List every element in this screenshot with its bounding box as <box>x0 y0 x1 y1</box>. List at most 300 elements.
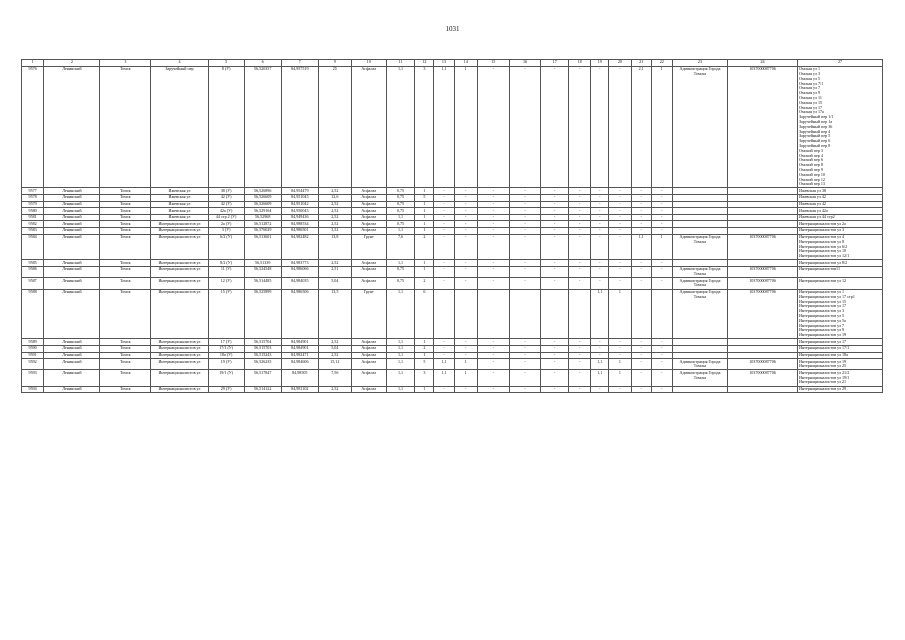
table-cell: Ленинский <box>44 370 100 386</box>
table-row <box>22 195 883 202</box>
table-cell: - <box>591 260 609 267</box>
served-object: Ижевская ул 42 <box>799 194 826 200</box>
table-cell: - <box>454 260 477 267</box>
table-cell: - <box>477 227 509 234</box>
table-cell: 9588 <box>22 289 44 339</box>
table-row <box>22 234 883 260</box>
table-row <box>22 188 883 195</box>
table-cell: - <box>477 214 509 221</box>
table-cell: 1 <box>415 260 434 267</box>
table-row <box>22 227 883 234</box>
served-objects-list <box>798 201 883 208</box>
table-cell: - <box>434 386 454 393</box>
served-object: Омский пер 8 <box>799 162 823 168</box>
table-cell: Ленинский <box>44 214 100 221</box>
table-cell: 84,984606 <box>281 359 318 370</box>
table-cell: - <box>591 201 609 208</box>
table-cell: Ленинский <box>44 221 100 228</box>
table-cell: 0,75 <box>386 195 415 202</box>
table-cell: Асфальт <box>351 339 386 346</box>
table-cell: 0,75 <box>386 201 415 208</box>
table-cell: 0,75 <box>386 188 415 195</box>
table-cell: 1,1 <box>386 386 415 393</box>
table-cell: 8/2 (У) <box>208 260 244 267</box>
table-cell: Ленинский <box>44 66 100 188</box>
served-object: Омская ул 1 <box>799 66 820 72</box>
column-header: 24 <box>728 60 798 67</box>
column-header: 12 <box>415 60 434 67</box>
table-cell: - <box>591 214 609 221</box>
table-cell <box>728 339 798 346</box>
table-cell: 84,988534 <box>281 221 318 228</box>
served-object: Интернационалистов ул 3 <box>799 308 845 314</box>
table-cell: - <box>509 345 541 352</box>
table-cell: - <box>454 339 477 346</box>
table-cell: - <box>591 234 609 260</box>
table-cell: Интернационалистов ул <box>151 345 208 352</box>
table-cell: - <box>591 227 609 234</box>
table-cell: Асфальт <box>351 227 386 234</box>
table-cell: 1 <box>651 66 672 188</box>
served-objects-list <box>798 188 883 195</box>
table-cell: - <box>631 208 651 215</box>
table-cell: Заручейный пер <box>151 66 208 188</box>
table-cell: Томск <box>100 352 151 359</box>
served-object: Омская ул 15 <box>799 99 823 105</box>
served-objects-list <box>798 359 883 370</box>
table-cell: - <box>477 359 509 370</box>
table-cell: 13,8 <box>318 234 351 260</box>
table-cell: Администрация Города Томска <box>672 359 727 370</box>
table-row <box>22 352 883 359</box>
table-cell: - <box>651 260 672 267</box>
table-cell: Ленинский <box>44 227 100 234</box>
table-cell: - <box>509 214 541 221</box>
served-object: Интернационалистов ул 5а <box>799 317 846 323</box>
table-cell: 1 <box>415 201 434 208</box>
table-cell: Интернационалистов ул <box>151 339 208 346</box>
table-cell: 56,524548 <box>244 266 281 277</box>
table-row <box>22 66 883 188</box>
table-cell: 1 <box>415 266 434 277</box>
table-cell: Интернационалистов ул <box>151 359 208 370</box>
table-cell: - <box>591 66 609 188</box>
table-cell: 9592 <box>22 359 44 370</box>
table-cell: 56,525899 <box>244 289 281 339</box>
column-header: 22 <box>651 60 672 67</box>
table-cell <box>728 214 798 221</box>
table-cell: Ленинский <box>44 260 100 267</box>
table-cell: 1 <box>415 386 434 393</box>
table-cell: 44 стр 2 (У) <box>208 214 244 221</box>
table-cell: - <box>434 221 454 228</box>
column-header: 1 <box>22 60 44 67</box>
table-cell: 9583 <box>22 227 44 234</box>
served-object: Интернационалистов ул 15 <box>799 298 847 304</box>
table-cell: - <box>609 234 631 260</box>
table-cell: 1,1 <box>386 359 415 370</box>
table-cell: - <box>631 278 651 289</box>
served-object: Омская ул 5 <box>799 75 820 81</box>
table-cell: - <box>509 221 541 228</box>
table-cell: 1 <box>609 370 631 386</box>
served-object: Интернационалистов ул 17/1 <box>799 345 850 351</box>
table-cell: - <box>609 260 631 267</box>
table-cell: - <box>541 386 569 393</box>
register-table <box>21 59 883 393</box>
table-cell: 56,514485 <box>244 278 281 289</box>
table-cell: 9585 <box>22 260 44 267</box>
table-cell: 2,52 <box>318 201 351 208</box>
table-cell: 56,526896 <box>244 188 281 195</box>
served-objects-list <box>798 260 883 267</box>
table-cell: - <box>651 339 672 346</box>
table-cell <box>672 345 727 352</box>
served-objects-list <box>798 266 883 277</box>
table-cell: - <box>434 201 454 208</box>
column-header: 20 <box>609 60 631 67</box>
table-row <box>22 208 883 215</box>
served-objects-list <box>798 339 883 346</box>
table-cell: Ижевская ул <box>151 201 208 208</box>
table-cell: 9584 <box>22 234 44 260</box>
column-header: 2 <box>44 60 100 67</box>
table-cell: 2,52 <box>318 214 351 221</box>
table-cell: - <box>434 339 454 346</box>
served-object: Интернационалистов ул 19 <box>799 332 847 338</box>
table-cell: 1037000087706 <box>728 278 798 289</box>
table-cell <box>434 289 454 339</box>
table-row <box>22 260 883 267</box>
column-header: 9 <box>318 60 351 67</box>
table-cell: Интернационалистов ул <box>151 221 208 228</box>
table-cell: 18а (У) <box>208 352 244 359</box>
table-cell: 9594 <box>22 386 44 393</box>
served-object: Интернационалистов ул 29 <box>799 386 847 392</box>
table-cell: 1 <box>454 66 477 188</box>
table-cell: 9579 <box>22 201 44 208</box>
table-cell: - <box>569 339 591 346</box>
table-cell <box>454 289 477 339</box>
table-cell <box>728 260 798 267</box>
served-object: Заручейный пер 36 <box>799 123 833 129</box>
table-cell <box>672 214 727 221</box>
table-cell: - <box>434 208 454 215</box>
table-cell: 9590 <box>22 345 44 352</box>
table-cell: - <box>477 266 509 277</box>
column-header: 5 <box>208 60 244 67</box>
column-header: 19 <box>591 60 609 67</box>
served-object: Интернационалистов ул 10 <box>799 248 847 254</box>
table-cell: 12 (У) <box>208 278 244 289</box>
table-cell: - <box>454 227 477 234</box>
served-object: Интернационалистов ул 2а <box>799 220 846 226</box>
table-cell: - <box>651 386 672 393</box>
table-cell: 6/2 (У) <box>208 234 244 260</box>
column-header: 16 <box>509 60 541 67</box>
table-cell: - <box>651 359 672 370</box>
table-row <box>22 266 883 277</box>
table-row <box>22 345 883 352</box>
table-cell: 1,1 <box>631 234 651 260</box>
table-cell: Асфальт <box>351 66 386 188</box>
table-cell: - <box>509 66 541 188</box>
table-cell: 56,526609 <box>244 201 281 208</box>
table-row <box>22 386 883 393</box>
table-cell: 56,520357 <box>244 66 281 188</box>
table-cell: - <box>477 221 509 228</box>
table-cell <box>672 227 727 234</box>
table-cell: 1 <box>415 214 434 221</box>
column-header: 21 <box>631 60 651 67</box>
table-cell: 7,6 <box>386 234 415 260</box>
served-object: Заручейный пер 6 <box>799 138 831 144</box>
table-cell: - <box>591 188 609 195</box>
table-cell: - <box>477 188 509 195</box>
table-cell: 1037000087706 <box>728 266 798 277</box>
table-cell: - <box>509 234 541 260</box>
table-cell: - <box>541 352 569 359</box>
table-cell: - <box>651 201 672 208</box>
table-cell: Томск <box>100 359 151 370</box>
table-cell: 9581 <box>22 214 44 221</box>
table-cell: Ленинский <box>44 339 100 346</box>
table-cell: - <box>509 208 541 215</box>
column-header: 14 <box>454 60 477 67</box>
table-cell: Ленинский <box>44 386 100 393</box>
table-cell: 84,957519 <box>281 66 318 188</box>
table-cell: 2 <box>415 234 434 260</box>
served-object: Интернационалистов ул 17 <box>799 338 847 344</box>
table-cell: - <box>541 234 569 260</box>
table-cell: - <box>569 66 591 188</box>
table-cell: 1,1 <box>591 289 609 339</box>
table-cell: 84,98505 <box>281 370 318 386</box>
table-cell: Интернационалистов ул <box>151 370 208 386</box>
table-cell: 9593 <box>22 370 44 386</box>
table-cell: Асфальт <box>351 214 386 221</box>
table-cell: 5 <box>415 359 434 370</box>
table-cell: 84,954479 <box>281 188 318 195</box>
served-objects-list <box>798 195 883 202</box>
table-cell: - <box>454 188 477 195</box>
table-cell: - <box>477 386 509 393</box>
table-cell: - <box>477 201 509 208</box>
table-cell: - <box>541 195 569 202</box>
table-cell: 11 (У) <box>208 266 244 277</box>
table-cell: - <box>434 188 454 195</box>
table-cell: 1 <box>609 289 631 339</box>
served-object: Омская ул 17а <box>799 109 824 115</box>
table-cell: 1037000087706 <box>728 359 798 370</box>
table-cell: 1,1 <box>386 260 415 267</box>
table-cell <box>672 201 727 208</box>
table-cell: - <box>569 345 591 352</box>
table-cell: - <box>477 278 509 289</box>
table-cell: 1037000087706 <box>728 289 798 339</box>
table-cell: 1,1 <box>591 370 609 386</box>
table-cell <box>728 195 798 202</box>
table-cell: 2,52 <box>318 221 351 228</box>
table-cell: Асфальт <box>351 195 386 202</box>
served-object: Заручейный пер 4 <box>799 128 831 134</box>
table-cell: - <box>509 201 541 208</box>
table-cell: - <box>569 214 591 221</box>
table-cell: 1,1 <box>386 289 415 339</box>
table-cell: Администрация Города Томска <box>672 66 727 188</box>
table-cell: 84,986066 <box>281 266 318 277</box>
table-cell: 42а (У) <box>208 208 244 215</box>
table-cell: 1 <box>454 370 477 386</box>
table-cell: - <box>509 386 541 393</box>
table-cell: - <box>509 278 541 289</box>
table-cell: Ленинский <box>44 195 100 202</box>
served-object: Интернационалистов ул 8 <box>799 238 845 244</box>
table-cell: - <box>541 278 569 289</box>
column-header: 7 <box>281 60 318 67</box>
table-cell: Ижевская ул <box>151 208 208 215</box>
table-cell: 2,52 <box>318 208 351 215</box>
table-cell: Асфальт <box>351 278 386 289</box>
table-cell: - <box>631 386 651 393</box>
table-cell: - <box>569 266 591 277</box>
table-cell <box>672 260 727 267</box>
table-cell: Интернационалистов ул <box>151 386 208 393</box>
table-cell: Интернационалистов ул <box>151 227 208 234</box>
served-object: Интернационалистов ул 18а <box>799 352 848 357</box>
table-cell: 9577 <box>22 188 44 195</box>
table-cell: - <box>569 386 591 393</box>
table-cell: - <box>454 208 477 215</box>
table-cell: 84,984901 <box>281 339 318 346</box>
table-cell <box>728 221 798 228</box>
served-object: Заручейный пер 8 <box>799 142 831 148</box>
table-cell: 1,1 <box>434 66 454 188</box>
table-cell: 56,526235 <box>244 359 281 370</box>
table-cell: 38 (У) <box>208 188 244 195</box>
table-cell <box>569 289 591 339</box>
table-cell: Интернационалистов ул <box>151 234 208 260</box>
table-cell: 5,04 <box>318 278 351 289</box>
table-cell: - <box>541 208 569 215</box>
table-cell: - <box>569 359 591 370</box>
table-cell: - <box>651 214 672 221</box>
table-cell <box>477 289 509 339</box>
table-cell <box>631 289 651 339</box>
table-cell: 2,52 <box>318 260 351 267</box>
table-cell: Ленинский <box>44 234 100 260</box>
table-cell: - <box>591 266 609 277</box>
table-row <box>22 359 883 370</box>
served-object: Заручейный пер 1/1 <box>799 114 834 120</box>
table-cell: - <box>591 208 609 215</box>
table-cell <box>672 195 727 202</box>
table-cell: - <box>434 260 454 267</box>
table-cell: Томск <box>100 289 151 339</box>
column-header: 17 <box>541 60 569 67</box>
table-cell: Администрация Города Томска <box>672 266 727 277</box>
table-cell: - <box>509 195 541 202</box>
table-cell: - <box>434 227 454 234</box>
table-cell: Интернационалистов ул <box>151 266 208 277</box>
table-cell: - <box>591 345 609 352</box>
table-cell: - <box>569 278 591 289</box>
table-cell: Томск <box>100 227 151 234</box>
table-cell: - <box>434 352 454 359</box>
served-objects-list <box>798 234 883 260</box>
table-cell <box>672 221 727 228</box>
served-object: Интернационалистов ул 5 <box>799 313 845 318</box>
table-cell: 2 <box>415 278 434 289</box>
table-cell: - <box>609 345 631 352</box>
table-cell: 1 <box>415 188 434 195</box>
table-cell: - <box>454 386 477 393</box>
table-cell: Интернационалистов ул <box>151 352 208 359</box>
served-object: Омская ул 11 <box>799 94 822 100</box>
table-cell: Томск <box>100 339 151 346</box>
table-cell: 0,75 <box>386 208 415 215</box>
table-row <box>22 370 883 386</box>
table-cell: Томск <box>100 195 151 202</box>
served-object: Интернационалистов ул 19/1 <box>799 374 850 380</box>
served-object: Интернационалистов ул 8/2 <box>799 259 848 265</box>
table-cell: 9589 <box>22 339 44 346</box>
table-cell: 9578 <box>22 195 44 202</box>
table-cell: 1,1 <box>386 339 415 346</box>
served-object: Интернационалистов ул 21/2 <box>799 369 850 375</box>
table-cell: - <box>631 260 651 267</box>
served-object: Омская ул 9 <box>799 90 820 96</box>
table-cell: Томск <box>100 221 151 228</box>
table-cell: - <box>651 208 672 215</box>
table-row <box>22 278 883 289</box>
table-cell: 1037000087706 <box>728 370 798 386</box>
table-cell: - <box>569 352 591 359</box>
table-cell: - <box>541 201 569 208</box>
table-cell: - <box>609 66 631 188</box>
table-cell: - <box>541 370 569 386</box>
table-cell: - <box>591 386 609 393</box>
column-header: 23 <box>672 60 727 67</box>
table-cell: - <box>477 339 509 346</box>
table-cell: 6 <box>415 289 434 339</box>
served-object: Заручейный пер 5 <box>799 133 831 139</box>
served-object: Интернационалистов ул 21 <box>799 379 847 385</box>
table-cell: - <box>631 359 651 370</box>
table-cell: Асфальт <box>351 352 386 359</box>
column-header: 3 <box>100 60 151 67</box>
table-cell: - <box>509 266 541 277</box>
table-cell: 0,75 <box>386 221 415 228</box>
table-cell: - <box>631 227 651 234</box>
table-cell: - <box>434 214 454 221</box>
table-cell: Асфальт <box>351 201 386 208</box>
table-cell: 3 <box>415 66 434 188</box>
table-row <box>22 339 883 346</box>
table-cell: Администрация Города Томска <box>672 289 727 339</box>
table-cell: - <box>569 370 591 386</box>
table-cell: - <box>569 221 591 228</box>
served-object: Ижевская ул 42 <box>799 201 826 207</box>
table-cell: - <box>454 195 477 202</box>
served-object: Интернационалистов ул 19 <box>799 358 847 364</box>
table-cell: - <box>569 234 591 260</box>
table-cell: - <box>631 352 651 359</box>
table-cell: 1,1 <box>386 66 415 188</box>
table-cell: 56,515704 <box>244 339 281 346</box>
table-cell: - <box>454 234 477 260</box>
column-header: 10 <box>351 60 386 67</box>
